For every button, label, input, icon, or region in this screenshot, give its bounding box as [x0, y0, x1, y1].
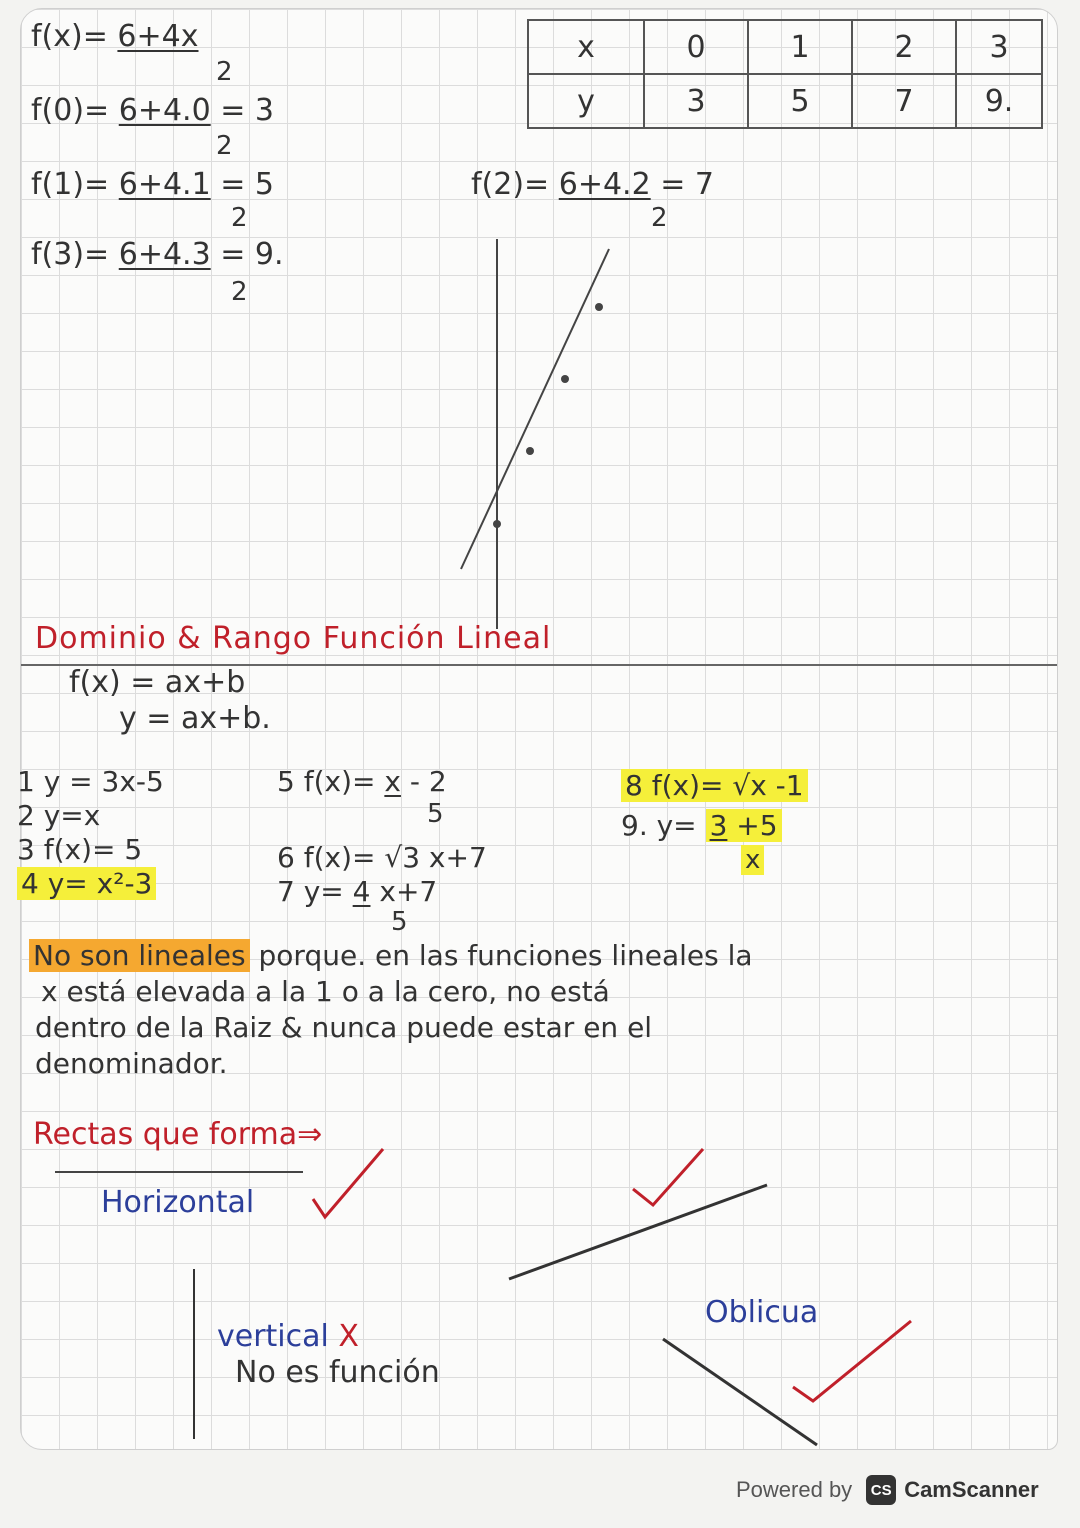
- oblique-line-sketch: [663, 1339, 817, 1445]
- camscanner-brand: CamScanner: [904, 1477, 1039, 1502]
- example-3: 3 f(x)= 5: [17, 833, 143, 866]
- x-mark-icon: X: [338, 1319, 359, 1354]
- x-label: x: [528, 20, 644, 74]
- example-5-lhs: 5 f(x)=: [277, 765, 376, 798]
- f-def-lhs: f(x)=: [31, 19, 108, 54]
- linear-eq-2: y = ax+b.: [119, 701, 271, 736]
- explanation-text-1: porque. en las funciones lineales la: [258, 939, 753, 972]
- example-1: 1 y = 3x-5: [17, 765, 164, 798]
- f0-den: 2: [216, 131, 233, 161]
- y-value: 5: [748, 74, 852, 128]
- f1-num: 6+4.1: [118, 167, 211, 202]
- example-2: 2 y=x: [17, 799, 101, 832]
- f3-num: 6+4.3: [118, 237, 211, 272]
- example-9-den: x: [741, 845, 764, 875]
- f1-res: = 5: [220, 167, 274, 202]
- vertical-note: No es función: [235, 1355, 440, 1390]
- f0-lhs: f(0)=: [31, 93, 110, 128]
- y-value: 3: [644, 74, 748, 128]
- example-5-den: 5: [427, 799, 444, 829]
- check-mark-icon: [793, 1321, 911, 1401]
- x-value: 3: [956, 20, 1042, 74]
- example-5-rest: - 2: [409, 765, 447, 798]
- notebook-page: [17, 8, 1058, 1450]
- check-mark-icon: [313, 1149, 383, 1217]
- y-label: y: [528, 74, 644, 128]
- section-title: Dominio & Rango Función Lineal: [35, 621, 552, 656]
- example-7-den: 5: [391, 907, 408, 937]
- explanation-line-4: denominador.: [35, 1047, 228, 1080]
- f1-den: 2: [231, 203, 248, 233]
- example-9-rest: +5: [736, 809, 778, 842]
- f0-num: 6+4.0: [118, 93, 211, 128]
- f0-res: = 3: [220, 93, 274, 128]
- example-4-highlight: 4 y= x²-3: [17, 867, 156, 900]
- explanation-line-3: dentro de la Raiz & nunca puede estar en el: [35, 1011, 653, 1044]
- watermark: [736, 1470, 1039, 1510]
- example-9-num: 3: [709, 809, 728, 842]
- explanation-line-2: x está elevada a la 1 o a la cero, no está: [41, 975, 610, 1008]
- oblique-label: Oblicua: [705, 1295, 819, 1330]
- x-value: 2: [852, 20, 956, 74]
- check-mark-icon: [633, 1149, 703, 1205]
- y-value: 9.: [956, 74, 1042, 128]
- example-6: 6 f(x)= √3 x+7: [277, 841, 487, 874]
- f2-den: 2: [651, 203, 668, 233]
- f-def-num: 6+4x: [117, 19, 199, 54]
- vertical-label-text: vertical: [217, 1319, 329, 1354]
- cs-icon: CS: [866, 1475, 896, 1505]
- f3-res: = 9.: [220, 237, 284, 272]
- powered-by-text: Powered by: [736, 1477, 853, 1502]
- f3-den: 2: [231, 277, 248, 307]
- f2-res: = 7: [660, 167, 714, 202]
- explanation-highlight: No son lineales: [29, 939, 250, 972]
- f2-lhs: f(2)=: [471, 167, 550, 202]
- example-7-lhs: 7 y=: [277, 875, 344, 908]
- example-9-lhs: 9. y=: [621, 809, 697, 842]
- y-value: 7: [852, 74, 956, 128]
- example-5-num: x: [384, 765, 401, 798]
- linear-eq-1: f(x) = ax+b: [69, 665, 246, 700]
- x-value: 0: [644, 20, 748, 74]
- oblique-line-sketch: [509, 1185, 767, 1279]
- lines-heading: Rectas que forma⇒: [33, 1117, 323, 1152]
- example-8-highlight: 8 f(x)= √x -1: [621, 769, 808, 802]
- camscanner-logo: [866, 1475, 1039, 1505]
- f-def-den: 2: [216, 57, 233, 87]
- f2-num: 6+4.2: [558, 167, 651, 202]
- x-value: 1: [748, 20, 852, 74]
- lines-sketches: [21, 9, 1057, 1449]
- example-7-rest: x+7: [379, 875, 438, 908]
- horizontal-label: Horizontal: [101, 1185, 255, 1220]
- f1-lhs: f(1)=: [31, 167, 110, 202]
- f3-lhs: f(3)=: [31, 237, 110, 272]
- example-7-num: 4: [352, 875, 371, 908]
